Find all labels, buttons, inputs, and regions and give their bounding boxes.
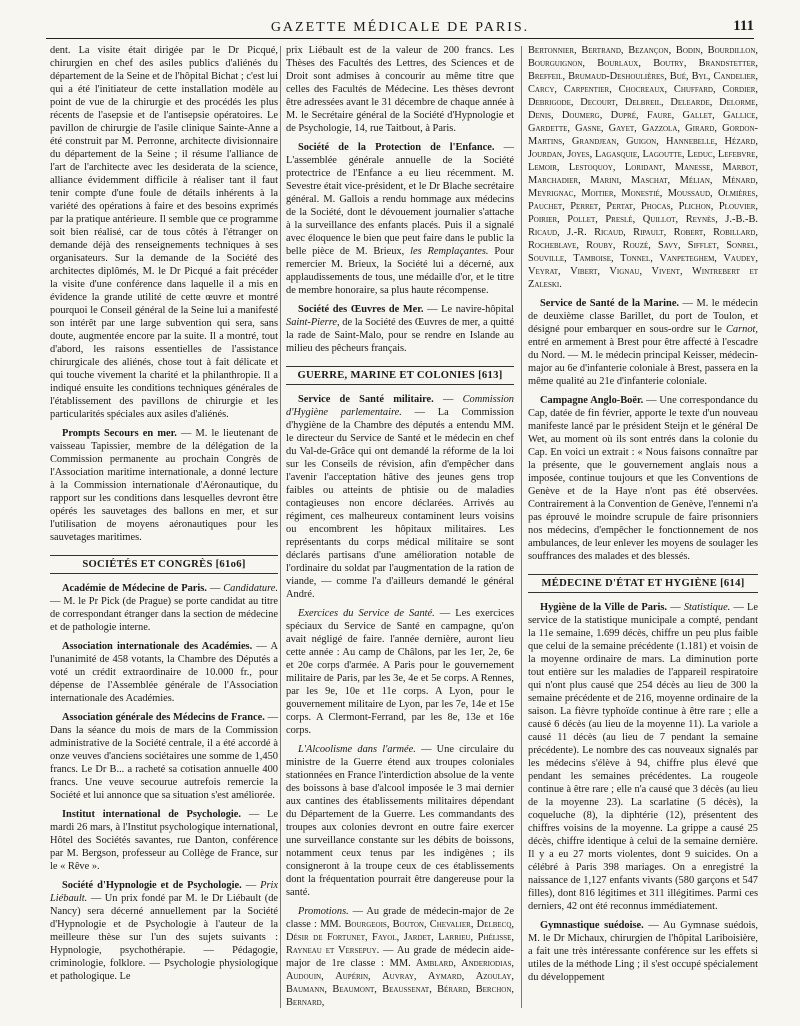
heading-prompts-secours: Prompts Secours en mer. — [62, 428, 177, 439]
column-rule-1 — [280, 46, 281, 1008]
italic-promotions: Promotions. — [298, 906, 349, 917]
dash-sante-militaire: — — [433, 394, 463, 405]
italic-alcoolisme: L'Alcoolisme dans l'armée. — [298, 744, 416, 755]
text-medecins-france: — Dans la séance du mois de mars de la Commission administrative de la Société centrale, il a été accordé à onze veuves d'anciens sociétaires une somme de 1,450 francs. Le Dr B... a racheté sa cotisation annuelle 400 francs. Une veuve secourue autrefois remercie la Société et lui annonce que sa situation s'est améliorée. — [50, 712, 278, 801]
paragraph-sante-militaire — [286, 393, 514, 601]
paragraph-association-academies — [50, 640, 278, 705]
heading-sante-militaire: Service de Santé militaire. — [298, 394, 434, 405]
paragraph-hypnologie — [50, 879, 278, 983]
heading-institut-psychologie: Institut international de Psychologie. — [62, 809, 242, 820]
dash-academie: — — [206, 583, 224, 594]
heading-hypnologie: Société d'Hypnologie et de Psychologie. — [62, 880, 242, 891]
paragraph-gymnastique — [528, 919, 758, 984]
text-sante-marine: — M. le médecin de deuxième classe Barillet, du port de Toulon, et désigné pour embarquer en sous-ordre sur le — [528, 298, 759, 335]
paragraph-prix-liebault-cont: prix Liébault est de la valeur de 200 francs. Les Thèses des Facultés des Lettres, des Sciences et de Droit sont admises à concourir au même titre que celles des Facultés de Médecine. Les thèses devront être adressées avant le 31 décembre de chaque année à M. le Secrétaire général de la Société d'Hypnologie et de Psychologie, 14, rue Taitbout, à Paris. — [286, 45, 514, 134]
heading-protection-enfance: Société de la Protection de l'Enfance. — [298, 142, 495, 153]
italic-exercices: Exercices du Service de Santé. — [298, 608, 435, 619]
column-1 — [50, 44, 278, 983]
text-institut-psychologie: — Le mardi 26 mars, à l'Institut psychologique international, Hôtel des Sociétés savantes, rue Danton, conférence par M. Bergson, professeur au Collège de France, sur le « Rêve ». — [50, 809, 278, 872]
section-heading-societes: SOCIÉTÉS ET CONGRÈS [61ᴏ6] — [50, 555, 278, 574]
paragraph-anglo-boer — [528, 394, 758, 563]
paragraph-oeuvres-mer — [286, 303, 514, 355]
paragraph-alcoolisme — [286, 743, 514, 899]
text-sante-militaire: — La Commission d'hygiène de la Chambre des députés a entendu MM. le directeur du Service de Santé et le médecin en chef du Val-de-Grâce qui ont demandé la réforme de la loi sur les Conseils de révision, afin d'empêcher dans l'avenir l'acceptation hâtive des jeunes gens trop faibles ou atteints de phtisie ou de maladies contagieuses non encore déclarées. Arrivés au régiment, ces malheureux contaminent leurs voisins ou encombrent les hôpitaux militaires. Les représentants du corps médical militaire se sont déclarés partisans d'une amélioration notable de l'ordinaire du soldat par l'augmentation de la ration de viande, — comme l'a d'ailleurs demandé le général André. — [286, 407, 515, 600]
paragraph-prompts-secours — [50, 427, 278, 544]
dash-hypnologie: — — [241, 880, 261, 891]
italic-remplacantes: les Remplaçantes. — [410, 246, 489, 257]
promotion-names-cont: Bertonnier, Bertrand, Bezançon, Bodin, Bourdillon, Bourguignon, Bourlaux, Boutry, Brandstetter, Breffeil, Brumaud-Deshoulières, Bué, Byl, Candelier, Carcy, Carpentier, Chocreaux, Chuffard, Cordier, Debrigode, Decourt, Delbreil, Delearde, Delorme, Denis, Doumerg, Dupré, Faure, Gallet, Gallice, Gardette, Gasne, Gayet, Gazzola, Girard, Gordon-Martins, Grandjean, Guigon, Hannebelle, Hézard, Jourdan, Joyes, Lagasquie, Lagoutte, Leduc, Lefebvre, Lemoir, Lestoquoy, Loridant, Manesse, Marbot, Marchadier, Marini, Maschat, Mélian, Ménard, Meyrignac, Moitier, Monestié, Moussaud, Olmières, Pauchet, Perret, Pertat, Phocas, Plichon, Plouvier, Poirier, Pollet, Preslé, Quillot, Reynès, J.-B.-B. Ricaud, J.-R. Ricaud, Ripault, Robert, Robillard, Rocheblave, Rouby, Rouzé, Savy, Sifflet, Sonrel, Souville, Tamboise, Tonnel, Vanpeteghem, Vaudey, Veyrat, Vibert, Vignau, Vivent, Wintrebert et Zaleski. — [528, 45, 758, 290]
italic-carnot: Carnot, — [725, 324, 758, 335]
italic-prix-liebault: Prix Liébault. — [50, 880, 278, 904]
paragraph-picque-visit: dent. La visite était dirigée par le Dr Picqué, chirurgien en chef des asiles publics d'aliénés du département de la Seine et de l'hôpital Bichat ; c'est lui qui a été l'initiateur de cette installation modèle au point de vue de la chirurgie et des procédés les plus récents de l'asepsie et de l'antisepsie opératoires. Le pavillon de chirurgie de l'asile clinique Sainte-Anne a été construit par M. Perronne, architecte divisionnaire du département de la Seine ; il résume l'alliance de l'art de l'architecte avec les desiderata de la science, alliance évidemment difficile à réaliser tant il faut tenir compte d'une foule de détails inhérents à la variété des opérations à faire et des besoins exprimés par la pratique antérieure. Il semble que ce programme soit bien réalisé, car de tous côtés à l'étranger on demande déjà des renseignements techniques à ses organisateurs. Sur la demande de la Société des architectes diplômés, M. le Dr Picqué a fait précéder la visite d'une conférence dans laquelle il a mis en évidence la grande utilité de cette œuvre et montré pourquoi le Conseil général de la Seine lui a manifesté son intérêt par une large subvention qui sera, sans doute, augmentée encore par la suite. Il a montré, tout d'abord, les raisons essentielles de l'assistance chirurgicale des aliénés, chose tout à fait délicate et qui touche vivement la charité et la philanthropie. Il a indiqué ensuite les conditions techniques générales de l'établissement des pavillons de chirurgie et les particularités spéciales aux asiles d'aliénés. — [50, 45, 278, 420]
italic-commission-hygiene: Commission d'Hygiène parlementaire. — [286, 394, 514, 418]
text-protection-enfance-2: Pour remercier M. Brieux, la Société lui a décerné, aux applaudissements de tous, une médaille d'or, et le titre de membre honoraire, sa plus haute récompense. — [286, 246, 514, 296]
section-heading-guerre-marine: GUERRE, MARINE ET COLONIES [613] — [286, 366, 514, 385]
page-number: 111 — [733, 18, 754, 34]
text-gymnastique: — Au Gymnase suédois, M. le Dr Michaux, chirurgien de l'hôpital Lariboisière, a fait une très intéressante conférence sur les effets si utiles de la méthode Ling ; il s'est occupé spécialement du développement — [528, 920, 759, 983]
text-hypnologie: — Un prix fondé par M. le Dr Liébault (de Nancy) sera décerné annuellement par la Société d'Hypnologie et de Psychologie à l'auteur de la meilleure thèse sur l'un des sujets suivants : Hypnologie, psychothérapie. — Pédagogie, criminologie, folklore. — Psychologie physiologique et pathologique. Le — [50, 893, 278, 982]
text-hygiene-paris: — Le service de la statistique municipale a compté, pendant la 11e semaine, 1.699 décès, chiffre un peu plus faible que celui de la semaine précédente (1.181) et voisin de la moyenne ordinaire de mars. La diminution porte tout entière sur les maladies de l'appareil respiratoire qui n'ont plus causé que 254 décès au lieu de 300 la semaine précédente et de 216, moyenne ordinaire de la saison. La fièvre typhoïde continue à être rare ; elle a causé 6 décès (au lieu de la moyenne 11). La variole a causé 11 décès (au lieu de 7 pendant la semaine précédente). Le nombre des cas nouveaux signalés par les médecins s'élève à 94, chiffre plus élevé que pendant les semaines précédentes. La rougeole continue à être rare ; elle n'a causé que 3 décès (au lieu de la moyenne 23). La scarlatine (5 décès), la coqueluche (8), la diphtérie (12), présentent des chiffres voisins de la moyenne. La grippe a causé 25 décès, chiffre identique à celui de la semaine dernière. Il y a eu 27 morts violentes, dont 9 suicides. On a célébré à Paris 398 mariages. On a enregistré la naissance de 1,127 enfants vivants (580 garçons et 547 filles), dont 816 légitimes et 311 illégitimes. Parmi ces derniers, 42 ont été reconnus immédiatement. — [528, 602, 758, 912]
paragraph-academie — [50, 582, 278, 634]
italic-saint-pierre: Saint-Pierre, — [286, 317, 340, 328]
text-promotions: — Au grade de médecin-major de 2e classe : — [286, 906, 514, 930]
text-anglo-boer: — Une correspondance du Cap, datée de fin février, apporte le texte d'un nouveau manifeste lancé par le président Steijn et le général De Wet, au moment où ils sont entrés dans la colonie du Cap. En voici un extrait : « Nous faisons connaître par la présente, que le gouvernement anglais nous a imposée, continue toujours et que les Conventions de Genève et de la Haye n'ont pas été observées. Contrairement à la Convention de Genève, l'ennemi n'a pas éprouvé le moindre scrupule de faire prisonniers nos médecins, d'empêcher le fonctionnement de nos ambulances, de leur enlever les moyens de soulager les souffrances des malades et des blessés. — [528, 395, 758, 562]
journal-title: GAZETTE MÉDICALE DE PARIS. — [270, 20, 530, 35]
paragraph-institut-psychologie — [50, 808, 278, 873]
column-3 — [528, 44, 758, 984]
text-promotions-2: — Au grade de médecin aide-major de 1re classe : — [286, 945, 514, 969]
dash-hygiene-paris: — — [667, 602, 684, 613]
text-sante-marine-2: entré en armement à Brest pour être affecté à l'escadre du Nord. — M. le médecin principal Keisser, médecin-major au 6e d'infanterie coloniale à Brest, passera en la même qualité au 21e d'infanterie coloniale. — [528, 337, 758, 387]
text-alcoolisme: — Une circulaire du ministre de la Guerre étend aux troupes coloniales stationnées en France l'interdiction absolue de la vente des boissons à base d'alcool imposée le 3 mai dernier aux cantines des établissements militaires dépendant du Département de la Guerre. Les commandants des troupes aux colonies devront en outre faire exercer une surveillance constante sur les débits de boissons, notamment ceux tenus par les indigènes ; ils consigneront à la troupe ceux de ces établissements dont la fréquentation pourrait être dangereuse pour la santé. — [286, 744, 514, 898]
promotion-names-1: MM. Bourgeois, Bouton, Chevalier, Delbecq, Désir de Fortunet, Fayol, Jardet, Larrieu, Phélisse, Rayneau et Versepuy. — [286, 919, 514, 956]
heading-oeuvres-mer: Société des Œuvres de Mer. — [298, 304, 424, 315]
text-oeuvres-mer-2: de la Société des Œuvres de mer, a quitté la rade de Saint-Malo, pour se rendre en Islande au milieu des pêcheurs français. — [286, 317, 514, 354]
section-heading-medecine-etat: MÉDECINE D'ÉTAT ET HYGIÈNE [614] — [528, 574, 758, 593]
text-academie: — M. le Pr Pick (de Prague) se porte candidat au titre de correspondant étranger dans la section de médecine et de pathologie interne. — [50, 596, 278, 633]
italic-candidature: Candidature. — [223, 583, 278, 594]
text-exercices: — Les exercices spéciaux du Service de Santé en campagne, qu'on avait négligé de faire. l'année dernière, auront lieu cette année : Au camp de Châlons, par les 1er, 2e, 6e et 20e corps d'armée. A Paris pour le gouvernement militaire de Paris, par les 3e, 4e et 5e corps. A Rennes, par les 9e, 10e et 11e corps. A Lyon, pour le gouvernement militaire de Lyon, par les 7e, 14e et 15e corps. A Clermont-Ferrand, par les 8e, 13e et 16e corps. — [286, 608, 514, 736]
text-association-academies: — A l'unanimité de 458 votants, la Chambre des Députés a voté un crédit extraordinaire de 10.000 fr., pour dépense de l'Assemblée générale de l'Association internationale des Académies. — [50, 641, 278, 704]
column-2 — [286, 44, 514, 1009]
paragraph-exercices — [286, 607, 514, 737]
heading-anglo-boer: Campagne Anglo-Boër. — [540, 395, 644, 406]
heading-sante-marine: Service de Santé de la Marine. — [540, 298, 680, 309]
paragraph-sante-marine — [528, 297, 758, 388]
text-protection-enfance: — L'assemblée générale annuelle de la Société protectrice de l'Enfance a eu lieu récemment. M. Sevestre était vice-président, et le Dr Blache secrétaire général. M. Gallois a rendu hommage aux médecins de la Société, dont le dévouement journalier s'attache à la surveillance des enfants placés. Puis il a signalé avec éloquence le bien que peut faire dans le public la belle pièce de M. Brieux, — [286, 142, 514, 257]
heading-gymnastique: Gymnastique suédoise. — [540, 920, 644, 931]
running-head — [46, 20, 754, 39]
heading-hygiene-paris: Hygiène de la Ville de Paris. — [540, 602, 668, 613]
paragraph-medecins-france — [50, 711, 278, 802]
heading-association-academies: Association internationale des Académies. — [62, 641, 253, 652]
heading-medecins-france: Association générale des Médecins de France. — [62, 712, 265, 723]
heading-academie: Académie de Médecine de Paris. — [62, 583, 207, 594]
italic-statistique: Statistique. — [683, 602, 731, 613]
column-rule-2 — [521, 46, 522, 1008]
paragraph-hygiene-paris — [528, 601, 758, 913]
promotion-names-2: MM. Amblard, Anderiodias, Audouin, Aupérin, Auvray, Aymard, Azoulay, Baumann, Beaumont, Beaussenat, Bérard, Berchon, Bernard, — [286, 958, 514, 1008]
paragraph-promotions — [286, 905, 514, 1009]
text-prompts-secours: — M. le lieutenant de vaisseau Tapissier, membre de la délégation de la Commission permanente au prochain Congrès de l'Association maritime internationale, a donné lecture à la Commission internationale d'Aéronautique, du rapport sur les conditions dans lesquelles devront être opérés les sauvetages des ballons en mer, et sur l'utilisation de moyens aéronautiques pour les sauvetages maritimes. — [50, 428, 278, 543]
text-oeuvres-mer: — Le navire-hôpital — [423, 304, 514, 315]
paragraph-protection-enfance — [286, 141, 514, 297]
